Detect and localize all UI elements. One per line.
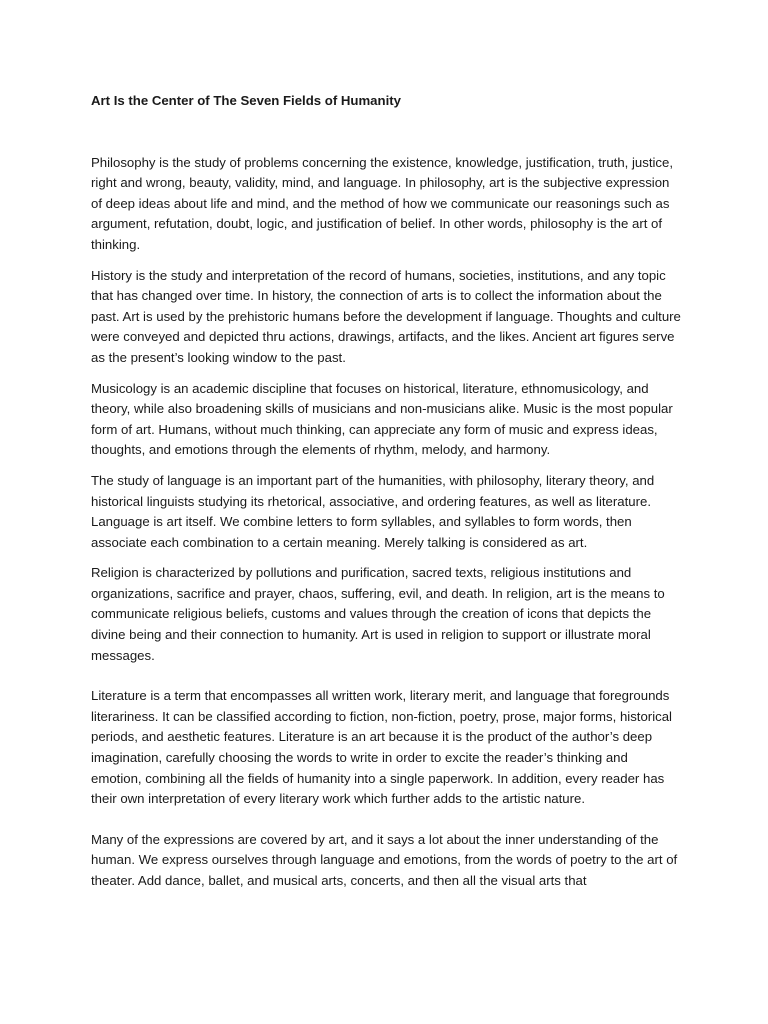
document-title: Art Is the Center of The Seven Fields of Humanity <box>91 93 401 108</box>
paragraph-history: History is the study and interpretation of the record of humans, societies, institutions, and any topic that has changed over time. In history, the connection of arts is to collect the information about the past. Art is used by the prehistoric humans before the development if language. Thoughts and culture were conveyed and depicted thru actions, drawings, artifacts, and the likes. Ancient art figures serve as the present’s looking window to the past. <box>91 267 681 365</box>
paragraph-religion: Religion is characterized by pollutions and purification, sacred texts, religious institutions and organizations, sacrifice and prayer, chaos, suffering, evil, and death. In religion, art is the means to communicate religious beliefs, customs and values through the creation of icons that depicts the divine being and their connection to humanity. Art is used in religion to support or illustrate moral messages. <box>91 565 665 663</box>
document-body <box>91 91 681 902</box>
paragraph-musicology: Musicology is an academic discipline that focuses on historical, literature, ethnomusicology, and theory, while also broadening skills of musicians and non-musicians alike. Music is the most popular form of art. Humans, without much thinking, can appreciate any form of music and express ideas, thoughts, and emotions through the elements of rhythm, melody, and harmony. <box>91 380 673 458</box>
paragraph-literature: Literature is a term that encompasses all written work, literary merit, and language that foregrounds literariness. It can be classified according to fiction, non-fiction, poetry, prose, major forms, historical periods, and aesthetic features. Literature is an art because it is the product of the author’s deep imagination, carefully choosing the words to write in order to excite the reader’s thinking and emotion, combining all the fields of humanity into a single paperwork. In addition, every reader has their own interpretation of every literary work which further adds to the artistic nature. <box>91 688 672 807</box>
paragraph-language: The study of language is an important part of the humanities, with philosophy, literary theory, and historical linguists studying its rhetorical, associative, and ordering features, as well as literature. Language is art itself. We combine letters to form syllables, and syllables to form words, then associate each combination to a certain meaning. Merely talking is considered as art. <box>91 472 655 550</box>
paragraph-philosophy: Philosophy is the study of problems concerning the existence, knowledge, justification, truth, justice, right and wrong, beauty, validity, mind, and language. In philosophy, art is the subjective expression of deep ideas about life and mind, and the method of how we communicate our reasonings such as argument, refutation, doubt, logic, and justification of belief. In other words, philosophy is the art of thinking. <box>91 154 674 252</box>
paragraph-conclusion: Many of the expressions are covered by art, and it says a lot about the inner understanding of the human. We express ourselves through language and emotions, from the words of poetry to the art of theater. Add dance, ballet, and musical arts, concerts, and then all the visual arts that <box>91 831 678 888</box>
